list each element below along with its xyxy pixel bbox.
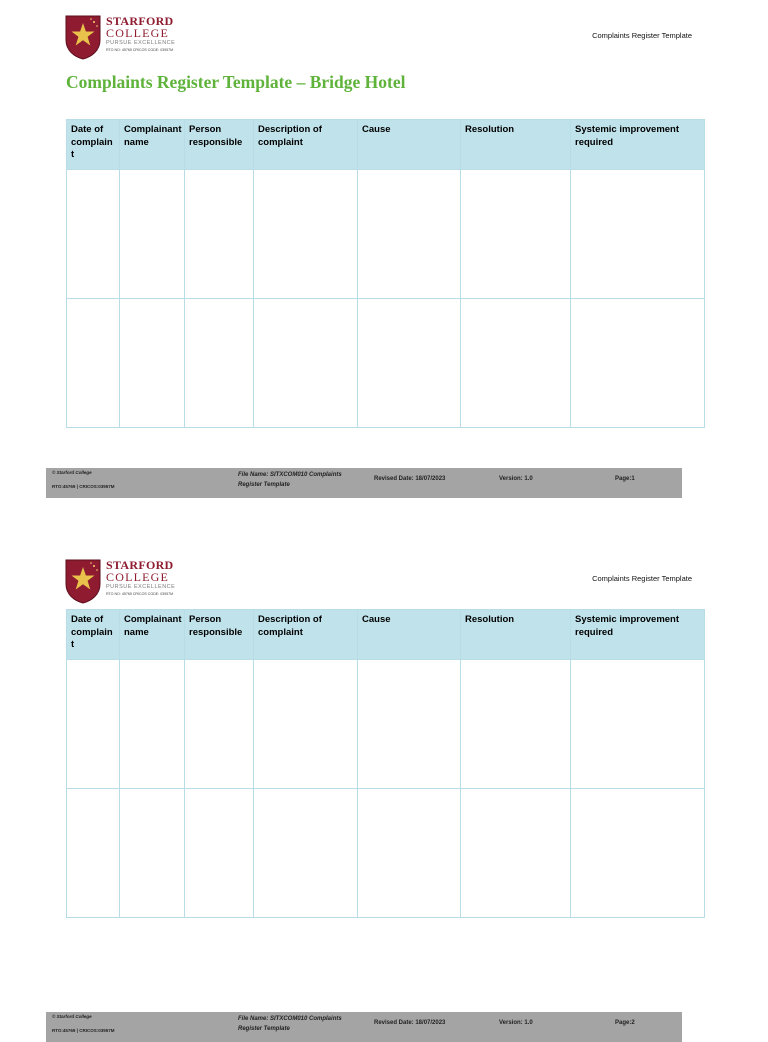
table-row [67, 170, 705, 299]
column-header-resolution: Resolution [461, 120, 571, 170]
logo-name: STARFORD [106, 14, 174, 28]
table-cell[interactable] [120, 170, 185, 299]
footer-rto: RTO:45769 | CRICOS:03957M [52, 484, 115, 489]
footer-file-name: File Name: SITXCOM010 Complaints Register Template [238, 1016, 342, 1032]
complaints-register-table [66, 609, 705, 918]
logo-tagline: PURSUE EXCELLENCE [106, 584, 176, 590]
footer-page-number: Page:2 [615, 1020, 635, 1026]
table-cell[interactable] [120, 299, 185, 428]
table-cell[interactable] [120, 660, 185, 789]
table-row [67, 660, 705, 789]
document-title: Complaints Register Template – Bridge Hotel [66, 72, 406, 92]
crest-icon [64, 14, 102, 60]
running-header: Complaints Register Template [592, 31, 692, 40]
page-footer [46, 1012, 682, 1042]
column-header-person-responsible: Person responsible [185, 610, 254, 660]
table-cell[interactable] [254, 660, 358, 789]
page-footer [46, 468, 682, 498]
document-page-2 [0, 540, 768, 1033]
column-header-cause: Cause [358, 120, 461, 170]
logo-name-2: COLLEGE [106, 570, 170, 584]
column-header-cause: Cause [358, 610, 461, 660]
column-header-resolution: Resolution [461, 610, 571, 660]
table-header-row [67, 120, 705, 170]
table-cell[interactable] [254, 299, 358, 428]
table-cell[interactable] [571, 170, 705, 299]
table-cell[interactable] [185, 299, 254, 428]
table-cell[interactable] [358, 789, 461, 918]
column-header-systemic-improvement: Systemic improvement required [571, 610, 705, 660]
column-header-person-responsible: Person responsible [185, 120, 254, 170]
table-cell[interactable] [120, 789, 185, 918]
table-cell[interactable] [185, 170, 254, 299]
table-cell[interactable] [358, 299, 461, 428]
table-row [67, 299, 705, 428]
running-header: Complaints Register Template [592, 574, 692, 583]
footer-copyright: © Starford College [52, 470, 92, 475]
logo-name-2: COLLEGE [106, 26, 170, 40]
table-cell[interactable] [185, 660, 254, 789]
table-cell[interactable] [461, 299, 571, 428]
footer-revised-date: Revised Date: 18/07/2023 [374, 476, 446, 482]
footer-copyright: © Starford College [52, 1014, 92, 1019]
college-logo [64, 558, 176, 604]
footer-version: Version: 1.0 [499, 1020, 533, 1026]
table-cell[interactable] [358, 660, 461, 789]
footer-rto: RTO:45769 | CRICOS:03957M [52, 1028, 115, 1033]
column-header-complainant: Complainant name [120, 610, 185, 660]
table-cell[interactable] [67, 299, 120, 428]
college-logo [64, 14, 176, 60]
table-cell[interactable] [461, 170, 571, 299]
logo-codes: RTO NO: 45765 CRICOS CODE: 03957M [106, 592, 174, 596]
footer-file-name: File Name: SITXCOM010 Complaints Register Template [238, 472, 342, 488]
column-header-date: Date of complain t [67, 610, 120, 660]
table-header-row [67, 610, 705, 660]
table-cell[interactable] [571, 660, 705, 789]
column-header-description: Description of complaint [254, 120, 358, 170]
table-cell[interactable] [571, 789, 705, 918]
crest-icon [64, 558, 102, 604]
column-header-complainant: Complainant name [120, 120, 185, 170]
table-cell[interactable] [185, 789, 254, 918]
table-cell[interactable] [67, 789, 120, 918]
complaints-register-table [66, 119, 705, 428]
footer-revised-date: Revised Date: 18/07/2023 [374, 1020, 446, 1026]
logo-name: STARFORD [106, 558, 174, 572]
column-header-description: Description of complaint [254, 610, 358, 660]
table-cell[interactable] [67, 660, 120, 789]
table-cell[interactable] [254, 789, 358, 918]
footer-version: Version: 1.0 [499, 476, 533, 482]
footer-page-number: Page:1 [615, 476, 635, 482]
table-cell[interactable] [67, 170, 120, 299]
table-cell[interactable] [571, 299, 705, 428]
table-cell[interactable] [461, 660, 571, 789]
logo-tagline: PURSUE EXCELLENCE [106, 40, 176, 46]
column-header-systemic-improvement: Systemic improvement required [571, 120, 705, 170]
table-row [67, 789, 705, 918]
column-header-date: Date of complain t [67, 120, 120, 170]
logo-codes: RTO NO: 45765 CRICOS CODE: 03957M [106, 48, 174, 52]
table-cell[interactable] [358, 170, 461, 299]
table-cell[interactable] [461, 789, 571, 918]
table-cell[interactable] [254, 170, 358, 299]
